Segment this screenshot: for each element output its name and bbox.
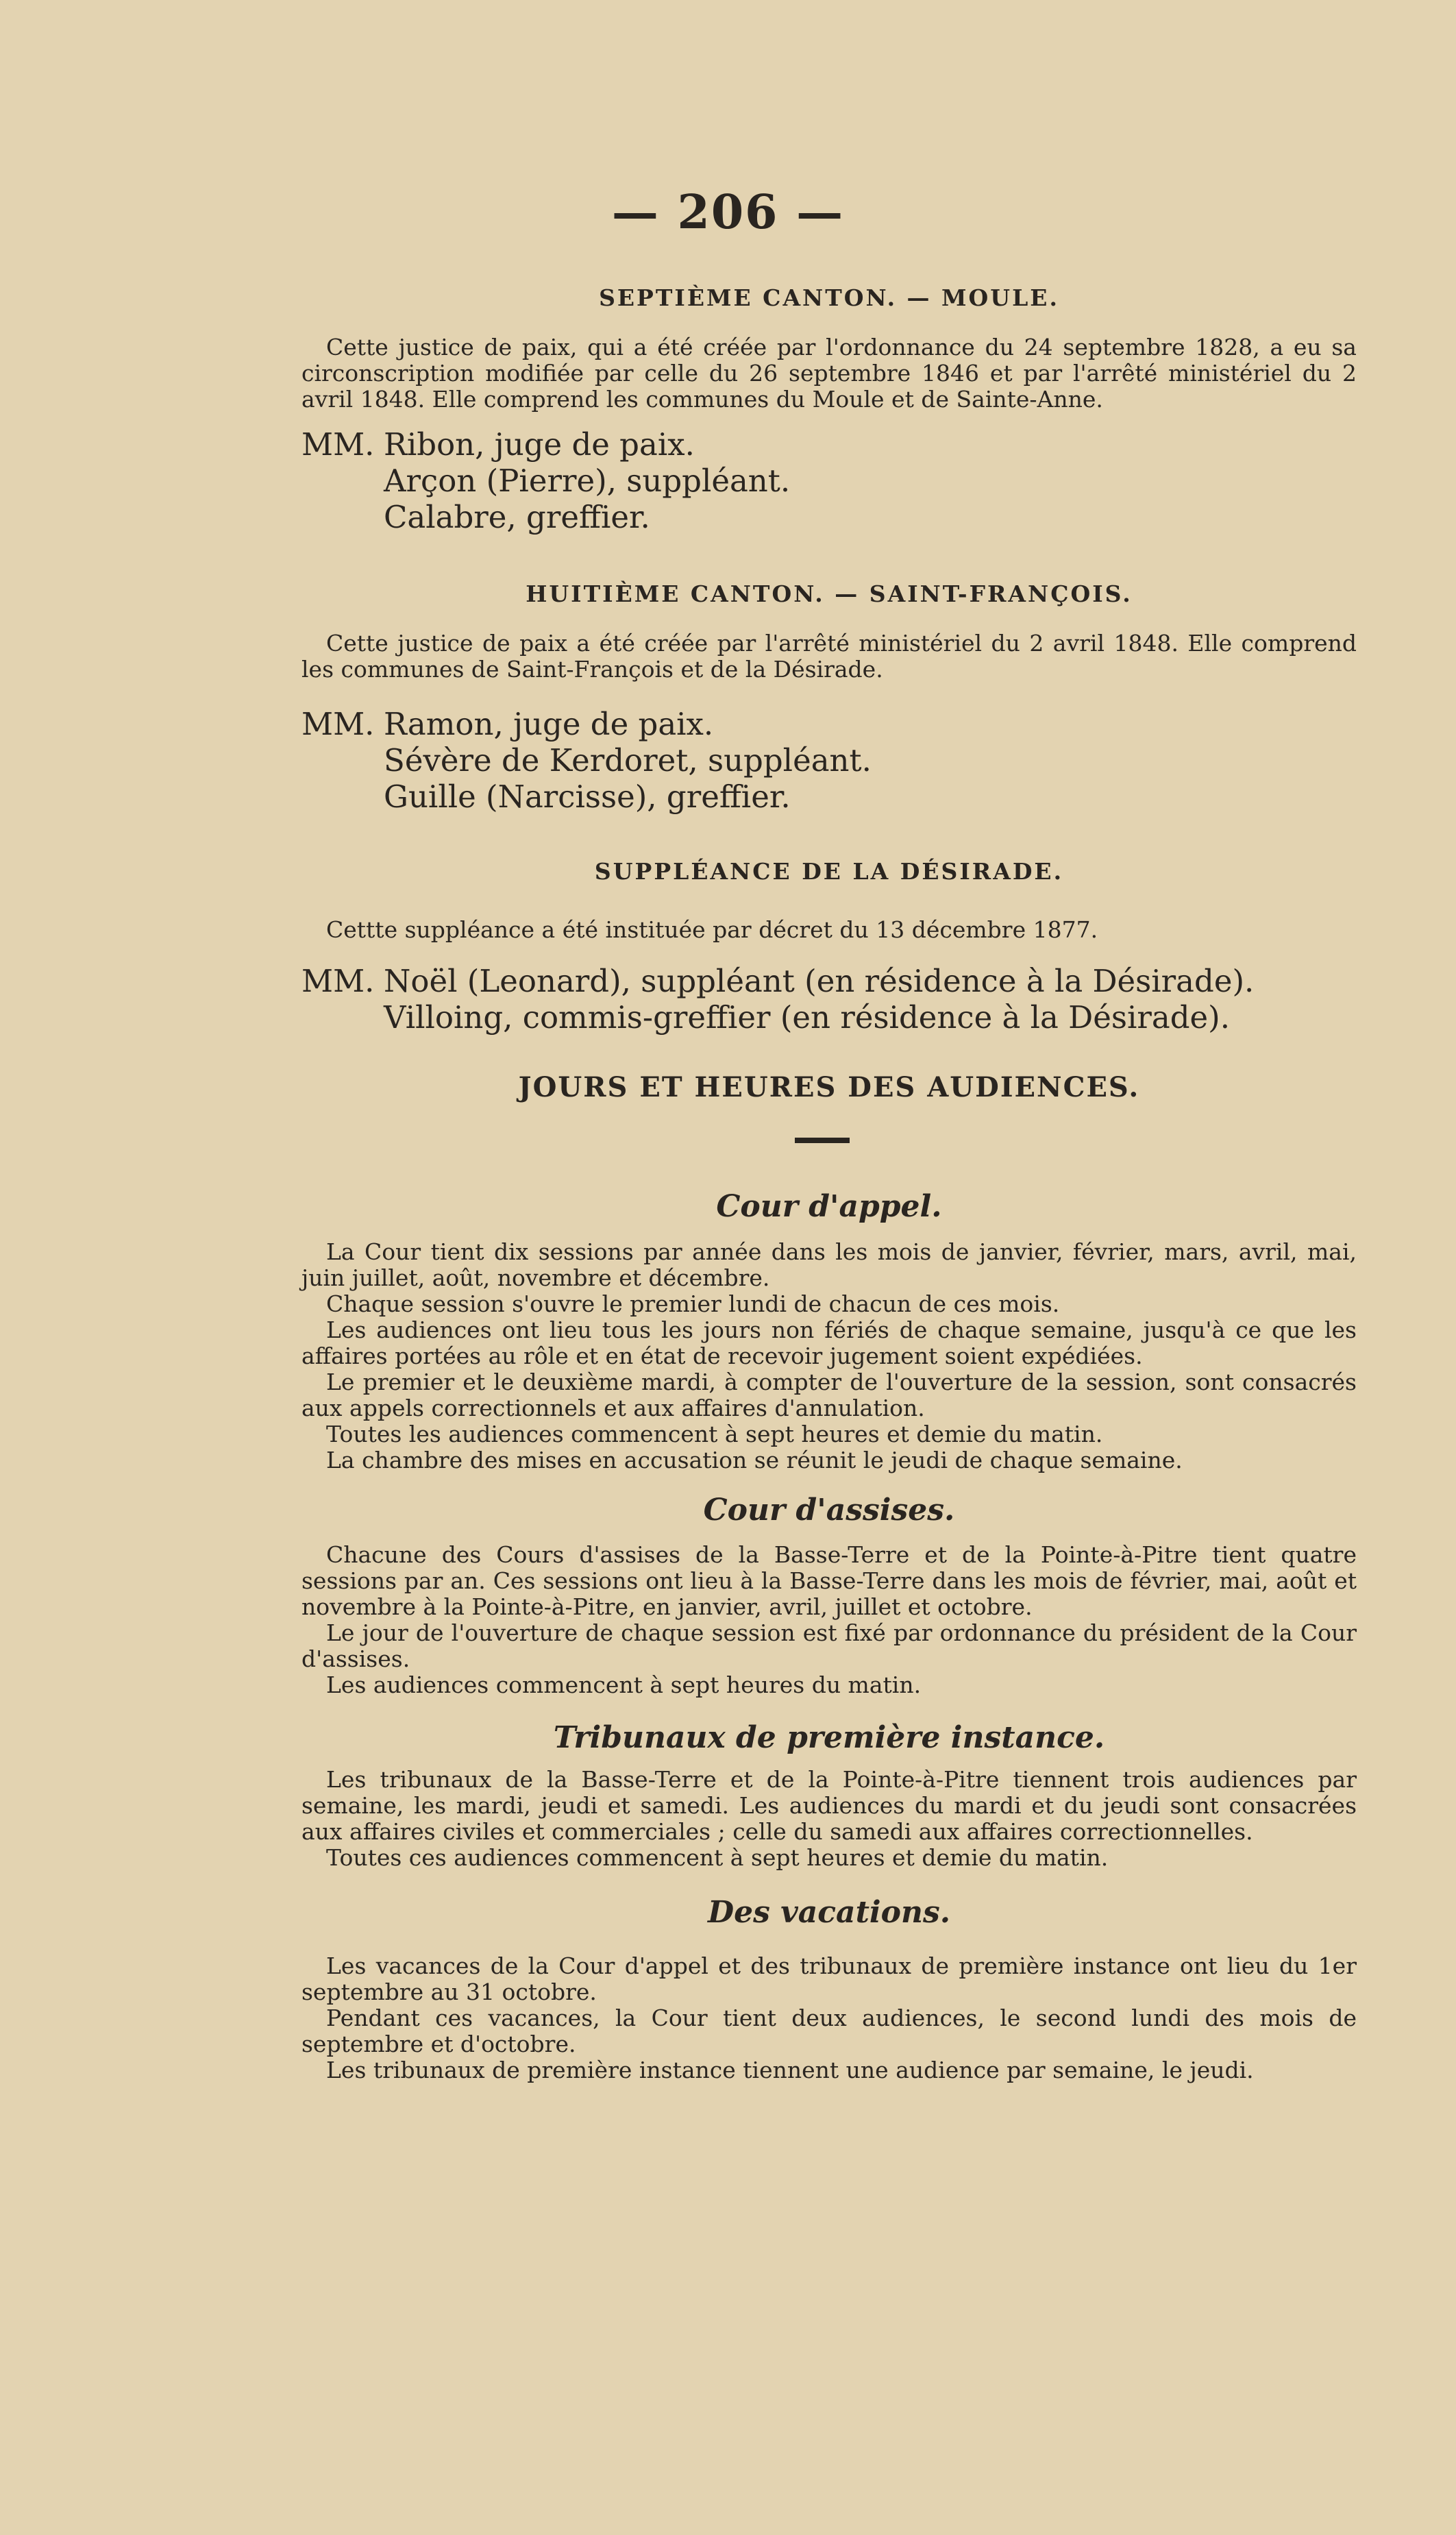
page-number: — 206 — — [611, 185, 845, 240]
paragraph: Chaque session s'ouvre le premier lundi de chacun de ces mois. — [326, 1290, 1060, 1317]
paragraph: Cette justice de paix a été créée par l'arrêté ministériel du 2 avril 1848. Elle comprend les communes de Saint-François et de la Désirade. — [301, 630, 1357, 683]
member: Ribon, juge de paix. — [384, 426, 695, 463]
canton-text-saint-francois — [301, 630, 1357, 683]
suppleance-title: SUPPLÉANCE DE LA DÉSIRADE. — [594, 858, 1064, 885]
section-text-cour-appel — [301, 1239, 1357, 1473]
audiences-title: JOURS ET HEURES DES AUDIENCES. — [518, 1071, 1140, 1103]
member: Noël (Leonard), suppléant (en résidence à la Désirade). — [384, 963, 1255, 999]
suppleance-text — [301, 917, 1357, 943]
mm-label: MM. — [301, 426, 375, 463]
member-row — [301, 499, 1398, 535]
section-title-cour-assises: Cour d'assises. — [703, 1493, 955, 1528]
paragraph: Cettte suppléance a été instituée par décret du 13 décembre 1877. — [326, 916, 1098, 943]
section-title-vacations: Des vacations. — [707, 1895, 951, 1930]
paragraph: Pendant ces vacances, la Cour tient deux audiences, le second lundi des mois de septembre et d'octobre. — [301, 2005, 1357, 2057]
paragraph: Toutes ces audiences commencent à sept heures et demie du matin. — [326, 1844, 1109, 1871]
members-moule — [301, 426, 1398, 535]
canton-title-moule: SEPTIÈME CANTON. — MOULE. — [599, 284, 1059, 311]
paragraph: Les tribunaux de la Basse-Terre et de la Pointe-à-Pitre tiennent trois audiences par semaine, les mardi, jeudi et samedi. Les audiences du mardi et du jeudi sont consacrées aux affaires civiles et commerciales ; celle du samedi aux affaires correctionnelles. — [301, 1766, 1357, 1845]
member: Arçon (Pierre), suppléant. — [384, 463, 791, 499]
member: Guille (Narcisse), greffier. — [384, 779, 791, 815]
paragraph: Les tribunaux de première instance tiennent une audience par semaine, le jeudi. — [326, 2057, 1254, 2083]
member-row — [301, 999, 1398, 1036]
paragraph: Toutes les audiences commencent à sept heures et demie du matin. — [326, 1421, 1103, 1447]
member: Calabre, greffier. — [384, 499, 650, 535]
member-row — [301, 963, 1398, 999]
mm-label: MM. — [301, 963, 375, 999]
mm-label: MM. — [301, 706, 375, 742]
paragraph: La Cour tient dix sessions par année dans les mois de janvier, février, mars, avril, mai, juin juillet, août, novembre et décembre. — [301, 1238, 1357, 1291]
member: Villoing, commis-greffier (en résidence à la Désirade). — [384, 999, 1230, 1036]
member-row — [301, 779, 1398, 815]
member: Ramon, juge de paix. — [384, 706, 714, 742]
section-text-vacations — [301, 1953, 1357, 2083]
paragraph: Les audiences ont lieu tous les jours non fériés de chaque semaine, jusqu'à ce que les affaires portées au rôle et en état de recevoir jugement soient expédiées. — [301, 1317, 1357, 1369]
section-text-cour-assises — [301, 1542, 1357, 1698]
member-row — [301, 463, 1398, 499]
paragraph: Le jour de l'ouverture de chaque session est fixé par ordonnance du président de la Cour d'assises. — [301, 1619, 1357, 1672]
member: Sévère de Kerdoret, suppléant. — [384, 742, 872, 779]
paragraph: Les audiences commencent à sept heures du matin. — [326, 1671, 922, 1698]
divider — [795, 1138, 850, 1143]
section-title-cour-appel: Cour d'appel. — [716, 1189, 942, 1224]
member-row — [301, 742, 1398, 779]
canton-title-saint-francois: HUITIÈME CANTON. — SAINT-FRANÇOIS. — [526, 580, 1133, 607]
member-row — [301, 426, 1398, 463]
canton-text-moule — [301, 334, 1357, 413]
members-saint-francois — [301, 706, 1398, 815]
member-row — [301, 706, 1398, 742]
paragraph: Le premier et le deuxième mardi, à compter de l'ouverture de la session, sont consacrés aux appels correctionnels et aux affaires d'annulation. — [301, 1369, 1357, 1421]
paragraph: La chambre des mises en accusation se réunit le jeudi de chaque semaine. — [326, 1447, 1183, 1473]
section-text-tribunaux — [301, 1767, 1357, 1871]
section-title-tribunaux: Tribunaux de première instance. — [553, 1720, 1105, 1755]
members-desirade — [301, 963, 1398, 1036]
paragraph: Chacune des Cours d'assises de la Basse-Terre et de la Pointe-à-Pitre tient quatre sessions par an. Ces sessions ont lieu à la Basse-Terre dans les mois de février, mai, août et novembre à la Pointe-à-Pitre, en janvier, avril, juillet et octobre. — [301, 1541, 1357, 1620]
paragraph: Les vacances de la Cour d'appel et des tribunaux de première instance ont lieu du 1er septembre au 31 octobre. — [301, 1952, 1357, 2005]
paragraph: Cette justice de paix, qui a été créée par l'ordonnance du 24 septembre 1828, a eu sa circonscription modifiée par celle du 26 septembre 1846 et par l'arrêté ministériel du 2 avril 1848. Elle comprend les communes du Moule et de Sainte-Anne. — [301, 334, 1357, 413]
